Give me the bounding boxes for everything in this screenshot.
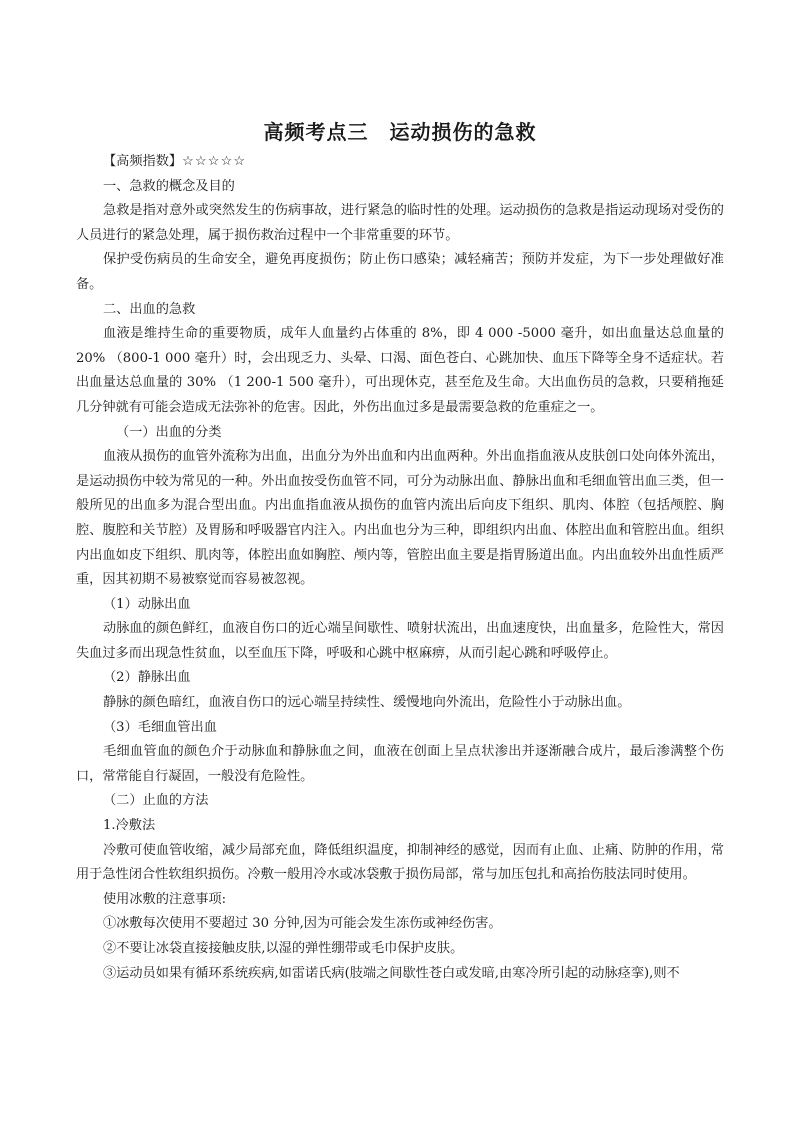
subheading-capillary: （3）毛细血管出血: [103, 719, 217, 735]
heading-section-2: 二、出血的急救: [103, 301, 196, 317]
subheading-venous: （2）静脉出血: [103, 670, 191, 686]
subheading-cold-compress: 1.冷敷法: [103, 818, 156, 834]
paragraph: 使用冰敷的注意事项:: [103, 891, 227, 907]
list-item: ①冰敷每次使用不要超过 30 分钟,因为可能会发生冻伤或神经伤害。: [103, 916, 502, 932]
paragraph: 静脉的颜色暗红，血液自伤口的远心端呈持续性、缓慢地向外流出，危险性小于动脉出血。: [103, 695, 631, 711]
paragraph: 血液是维持生命的重要物质，成年人血量约占体重的 8%，即 4 000 -5000 毫升，如出血量达总血量的 20% （800-1 000 毫升）时，会出现乏力、头晕、口渴、面色苍白、心跳加快、血压下降等全身不适症状。若出血量达总血量的 30% （1 200-1 500 毫升），可出现休克，甚至危及生命。大出血伤员的急救，只要稍拖延几分钟就有可能会造成无法弥补的危害。因此，外伤出血过多是最需要急救的危重症之一。: [76, 326, 724, 415]
paragraph: 保护受伤病员的生命安全，避免再度损伤；防止伤口感染；减轻痛苦；预防并发症，为下一步处理做好准备。: [76, 252, 724, 292]
paragraph: 动脉血的颜色鲜红，血液自伤口的近心端呈间歇性、喷射状流出，出血速度快，出血量多，危险性大，常因失血过多而出现急性贫血，以至血压下降，呼吸和心跳中枢麻痹，从而引起心跳和呼吸停止。: [76, 621, 724, 661]
list-item: ②不要让冰袋直接接触皮肤,以湿的弹性绷带或毛巾保护皮肤。: [103, 941, 464, 956]
star-rating: ☆☆☆☆☆: [182, 154, 247, 169]
subheading-hemostasis-methods: （二）止血的方法: [103, 793, 209, 809]
index-label: 【高频指数】: [103, 154, 183, 169]
paragraph: 急救是指对意外或突然发生的伤病事故，进行紧急的临时性的处理。运动损伤的急救是指运动现场对受伤的人员进行的紧急处理，属于损伤救治过程中一个非常重要的环节。: [76, 203, 724, 243]
list-item: ③运动员如果有循环系统疾病,如雷诺氏病(肢端之间歇性苍白或发暗,由寒冷所引起的动脉痉挛),则不: [103, 965, 680, 981]
frequency-index: [76, 150, 724, 175]
subheading-bleeding-types: （一）出血的分类: [116, 424, 222, 440]
heading-section-1: 一、急救的概念及目的: [103, 178, 235, 194]
paragraph: 冷敷可使血管收缩，减少局部充血，降低组织温度，抑制神经的感觉，因而有止血、止痛、防肿的作用，常用于急性闭合性软组织损伤。冷敷一般用冷水或冰袋敷于损伤局部，常与加压包扎和高抬伤肢法同时使用。: [76, 842, 724, 883]
subheading-arterial: （1）动脉出血: [103, 596, 191, 612]
document-body: [76, 150, 724, 986]
paragraph: 毛细血管血的颜色介于动脉血和静脉血之间，血液在创面上呈点状渗出并逐渐融合成片，最后渗满整个伤口，常常能自行凝固，一般没有危险性。: [76, 744, 724, 784]
paragraph: 血液从损伤的血管外流称为出血，出血分为外出血和内出血两种。外出血指血液从皮肤创口处向体外流出，是运动损伤中较为常见的一种。外出血按受伤血管不同，可分为动脉出血、静脉出血和毛细血管出血三类，但一般所见的出血多为混合型出血。内出血指血液从损伤的血管内流出后向皮下组织、肌肉、体腔（包括颅腔、胸腔、腹腔和关节腔）及胃肠和呼吸器官内注入。内出血也分为三种，即组织内出血、体腔出血和管腔出血。组织内出血如皮下组织、肌肉等，体腔出血如胸腔、颅内等，管腔出血主要是指胃肠道出血。内出血较外出血性质严重，因其初期不易被察觉而容易被忽视。: [76, 449, 724, 588]
page-title: 高频考点三 运动损伤的急救: [263, 120, 537, 144]
